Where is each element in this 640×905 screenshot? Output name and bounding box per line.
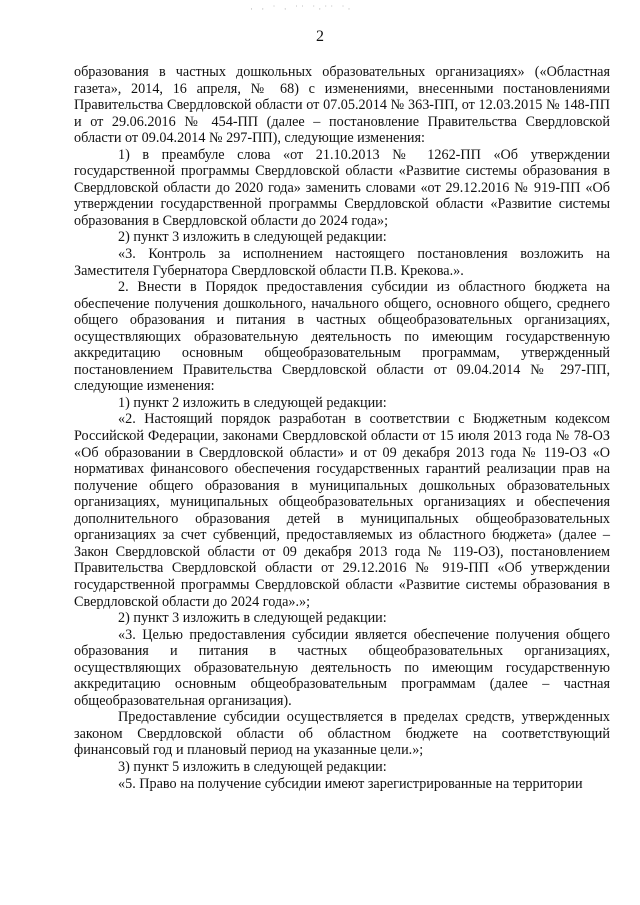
paragraph: 2) пункт 3 изложить в следующей редакции: xyxy=(118,610,387,627)
paragraph: образования в частных дошкольных образовательных организациях» («Областная газета», 2014, 16 апреля, № 68) с изменениями, внесенными постановлениями Правительства Свердловской области от 07.05.2014 № 363-ПП, от 12.03.2015 № 148-ПП и от 29.06.2016 № 454-ПП (далее – постановление Правительства Свердловской области от 09.04.2014 № 297-ПП), следующие изменения: xyxy=(74,64,610,147)
scan-noise: · · ˙ · ˙˙ ˙·˙˙ ˙· xyxy=(250,4,354,14)
paragraph: 1) пункт 2 изложить в следующей редакции: xyxy=(118,394,387,411)
paragraph: Предоставление субсидии осуществляется в пределах средств, утвержденных законом Свердловской области об областном бюджете на соответствующий финансовый год и плановый период на указанные цели.»; xyxy=(74,709,610,759)
paragraph: «3. Целью предоставления субсидии является обеспечение получения общего образования и питания в частных общеобразовательных организациях, осуществляющих образовательную деятельность по имеющим государственную аккредитацию основным общеобразовательным программам (далее – частная общеобразовательная организация). xyxy=(74,626,610,709)
paragraph: 2. Внести в Порядок предоставления субсидии из областного бюджета на обеспечение получения дошкольного, начального общего, основного общего, среднего общего образования и питания в частных общеобразовательных организациях, осуществляющих образовательную деятельность по имеющим государственную аккредитацию основным общеобразовательным программам, утвержденный постановлением Правительства Свердловской области от 09.04.2014 № 297-ПП, следующие изменения: xyxy=(74,279,610,395)
paragraph: 1) в преамбуле слова «от 21.10.2013 № 1262-ПП «Об утверждении государственной программы Свердловской области «Развитие системы образования в Свердловской области до 2020 года» заменить словами «от 29.12.2016 № 919-ПП «Об утверждении государственной программы Свердловской области «Развитие системы образования в Свердловской области до 2024 года»; xyxy=(74,146,610,229)
paragraph: «5. Право на получение субсидии имеют зарегистрированные на территории xyxy=(118,775,583,792)
paragraph: «2. Настоящий порядок разработан в соответствии с Бюджетным кодексом Российской Федерации, законами Свердловской области от 15 июля 2013 года № 78-ОЗ «Об образовании в Свердловской области» и от 09 декабря 2013 года № 119-ОЗ «О нормативах финансового обеспечения государственных гарантий реализации прав на получение общего образования в муниципальных дошкольных образовательных организациях, муниципальных общеобразовательных организациях и обеспечения дополнительного образования детей в муниципальных общеобразовательных организациях за счет субвенций, предоставляемых из областного бюджета» (далее – Закон Свердловской области от 09 декабря 2013 года № 119-ОЗ), постановлением Правительства Свердловской области от 29.12.2016 № 919-ПП «Об утверждении государственной программы Свердловской области «Развитие системы образования в Свердловской области до 2024 года».»; xyxy=(74,411,610,610)
paragraph: 3) пункт 5 изложить в следующей редакции: xyxy=(118,758,387,775)
paragraph: «3. Контроль за исполнением настоящего постановления возложить на Заместителя Губернатора Свердловской области П.В. Крекова.». xyxy=(74,246,610,279)
document-body xyxy=(74,64,610,792)
paragraph: 2) пункт 3 изложить в следующей редакции: xyxy=(118,229,387,246)
page-number: 2 xyxy=(316,28,324,45)
